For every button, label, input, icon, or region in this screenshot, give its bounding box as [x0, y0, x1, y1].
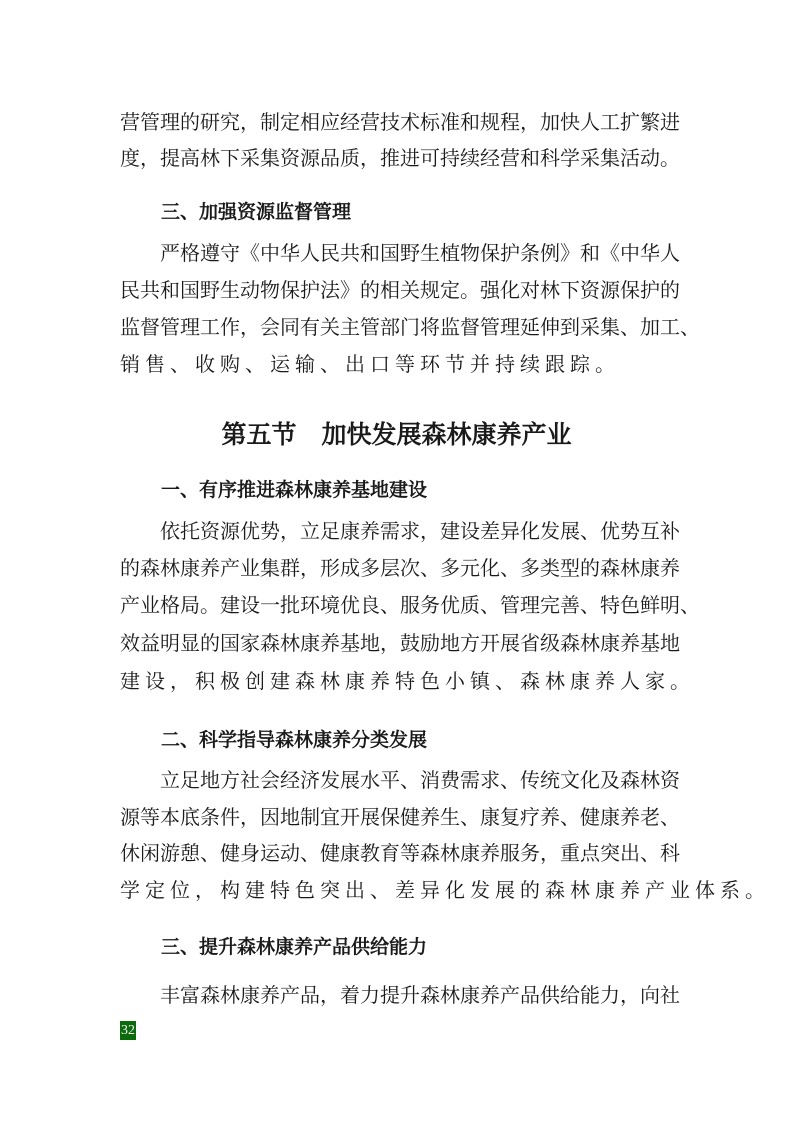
paragraph-line: 销售、收购、运输、出口等环节并持续跟踪。 [120, 352, 620, 376]
paragraph-line: 监督管理工作，会同有关主管部门将监督管理延伸到采集、加工、 [120, 315, 700, 339]
section-heading: 二、科学指导森林康养分类发展 [161, 729, 428, 751]
section-heading: 三、加强资源监督管理 [161, 201, 352, 223]
section-heading: 一、有序推进森林康养基地建设 [161, 479, 428, 501]
paragraph-line: 休闲游憩、健身运动、健康教育等森林康养服务，重点突出、科 [120, 841, 680, 865]
paragraph-line: 丰富森林康养产品，着力提升森林康养产品供给能力，向社 [160, 983, 680, 1007]
paragraph-line: 效益明显的国家森林康养基地，鼓励地方开展省级森林康养基地 [120, 631, 680, 655]
page-number: 32 [121, 1023, 135, 1038]
chapter-title: 第五节 加快发展森林康养产业 [221, 420, 572, 449]
paragraph-line: 严格遵守《中华人民共和国野生植物保护条例》和《中华人 [160, 241, 680, 265]
paragraph-line: 产业格局。建设一批环境优良、服务优质、管理完善、特色鲜明、 [120, 593, 700, 617]
paragraph-line: 立足地方社会经济发展水平、消费需求、传统文化及森林资 [160, 768, 680, 792]
section-heading: 三、提升森林康养产品供给能力 [161, 936, 428, 958]
paragraph-line: 的森林康养产业集群，形成多层次、多元化、多类型的森林康养 [120, 556, 680, 580]
paragraph-line: 建设，积极创建森林康养特色小镇、森林康养人家。 [120, 669, 695, 693]
paragraph-line: 学定位，构建特色突出、差异化发展的森林康养产业体系。 [120, 878, 770, 902]
paragraph-line: 依托资源优势，立足康养需求，建设差异化发展、优势互补 [160, 519, 680, 543]
paragraph-line: 民共和国野生动物保护法》的相关规定。强化对林下资源保护的 [120, 278, 680, 302]
paragraph-line: 度，提高林下采集资源品质，推进可持续经营和科学采集活动。 [120, 146, 680, 170]
paragraph-line: 源等本底条件，因地制宜开展保健养生、康复疗养、健康养老、 [120, 805, 680, 829]
paragraph-line: 营管理的研究，制定相应经营技术标准和规程，加快人工扩繁进 [120, 110, 680, 134]
